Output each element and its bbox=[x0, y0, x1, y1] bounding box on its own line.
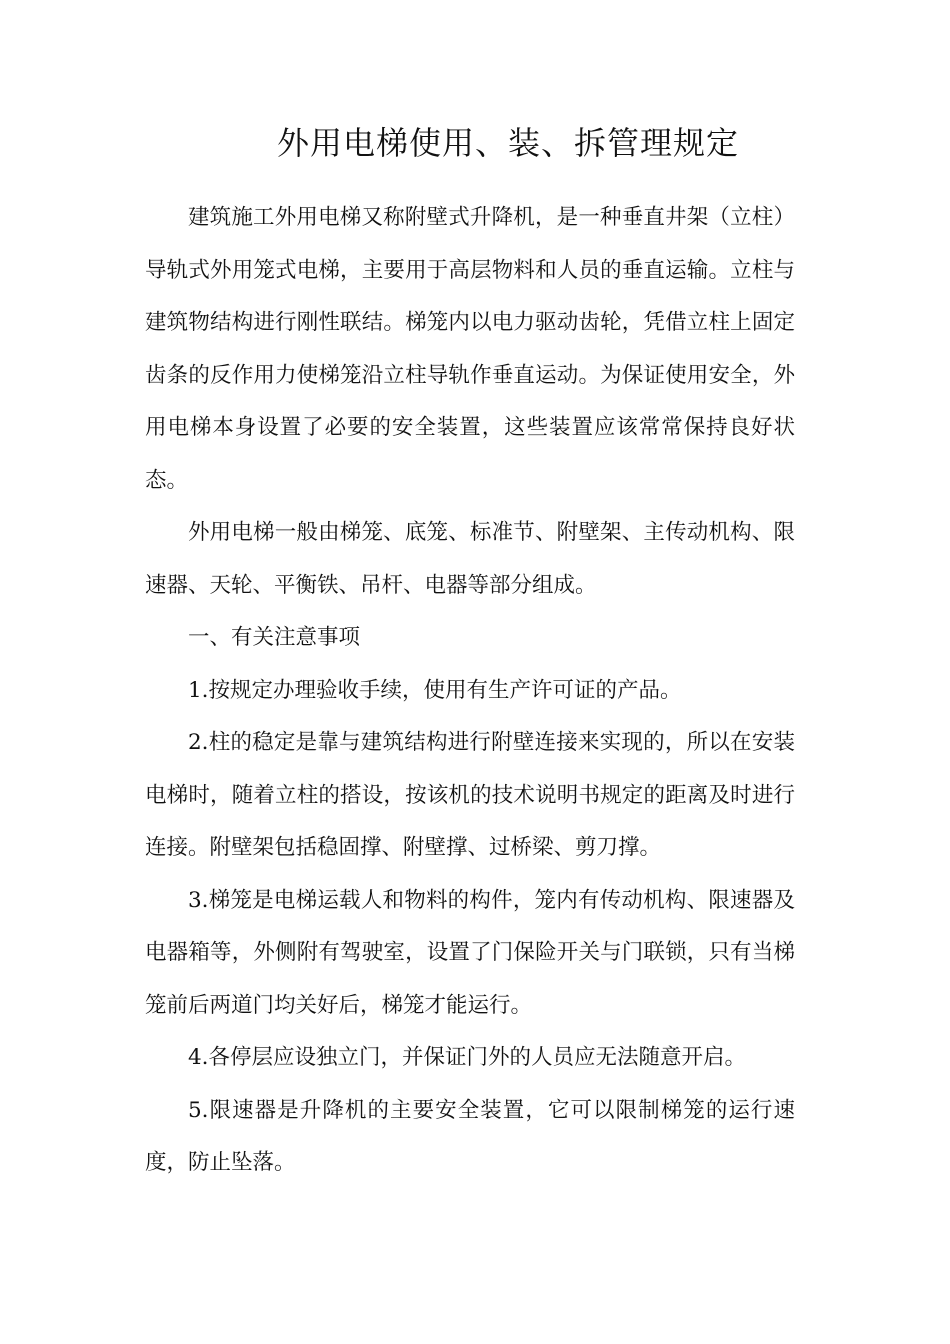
list-item-1: 1.按规定办理验收手续，使用有生产许可证的产品。 bbox=[188, 677, 682, 703]
document-title: 外用电梯使用、装、拆管理规定 bbox=[276, 124, 739, 162]
section-heading: 一、有关注意事项 bbox=[188, 625, 361, 650]
list-item-5: 5.限速器是升降机的主要安全装置，它可以限制梯笼的运行速度，防止坠落。 bbox=[145, 1097, 795, 1175]
list-item-2: 2.柱的稳定是靠与建筑结构进行附壁连接来实现的，所以在安装电梯时，随着立柱的搭设，按该机的技术说明书规定的距离及时进行连接。附壁架包括稳固撑、附壁撑、过桥梁、剪刀撑。 bbox=[145, 730, 795, 860]
paragraph-intro: 建筑施工外用电梯又称附壁式升降机，是一种垂直井架（立柱）导轨式外用笼式电梯，主要用于高层物料和人员的垂直运输。立柱与建筑物结构进行刚性联结。梯笼内以电力驱动齿轮，凭借立柱上固定齿条的反作用力使梯笼沿立柱导轨作垂直运动。为保证使用安全，外用电梯本身设置了必要的安全装置，这些装置应该常常保持良好状态。 bbox=[145, 205, 795, 493]
paragraph-components: 外用电梯一般由梯笼、底笼、标准节、附壁架、主传动机构、限速器、天轮、平衡铁、吊杆、电器等部分组成。 bbox=[145, 520, 795, 598]
list-item-4: 4.各停层应设独立门，并保证门外的人员应无法随意开启。 bbox=[188, 1045, 747, 1070]
list-item-3: 3.梯笼是电梯运载人和物料的构件，笼内有传动机构、限速器及电器箱等，外侧附有驾驶室，设置了门保险开关与门联锁，只有当梯笼前后两道门均关好后，梯笼才能运行。 bbox=[145, 887, 795, 1018]
document-body bbox=[145, 192, 795, 1190]
